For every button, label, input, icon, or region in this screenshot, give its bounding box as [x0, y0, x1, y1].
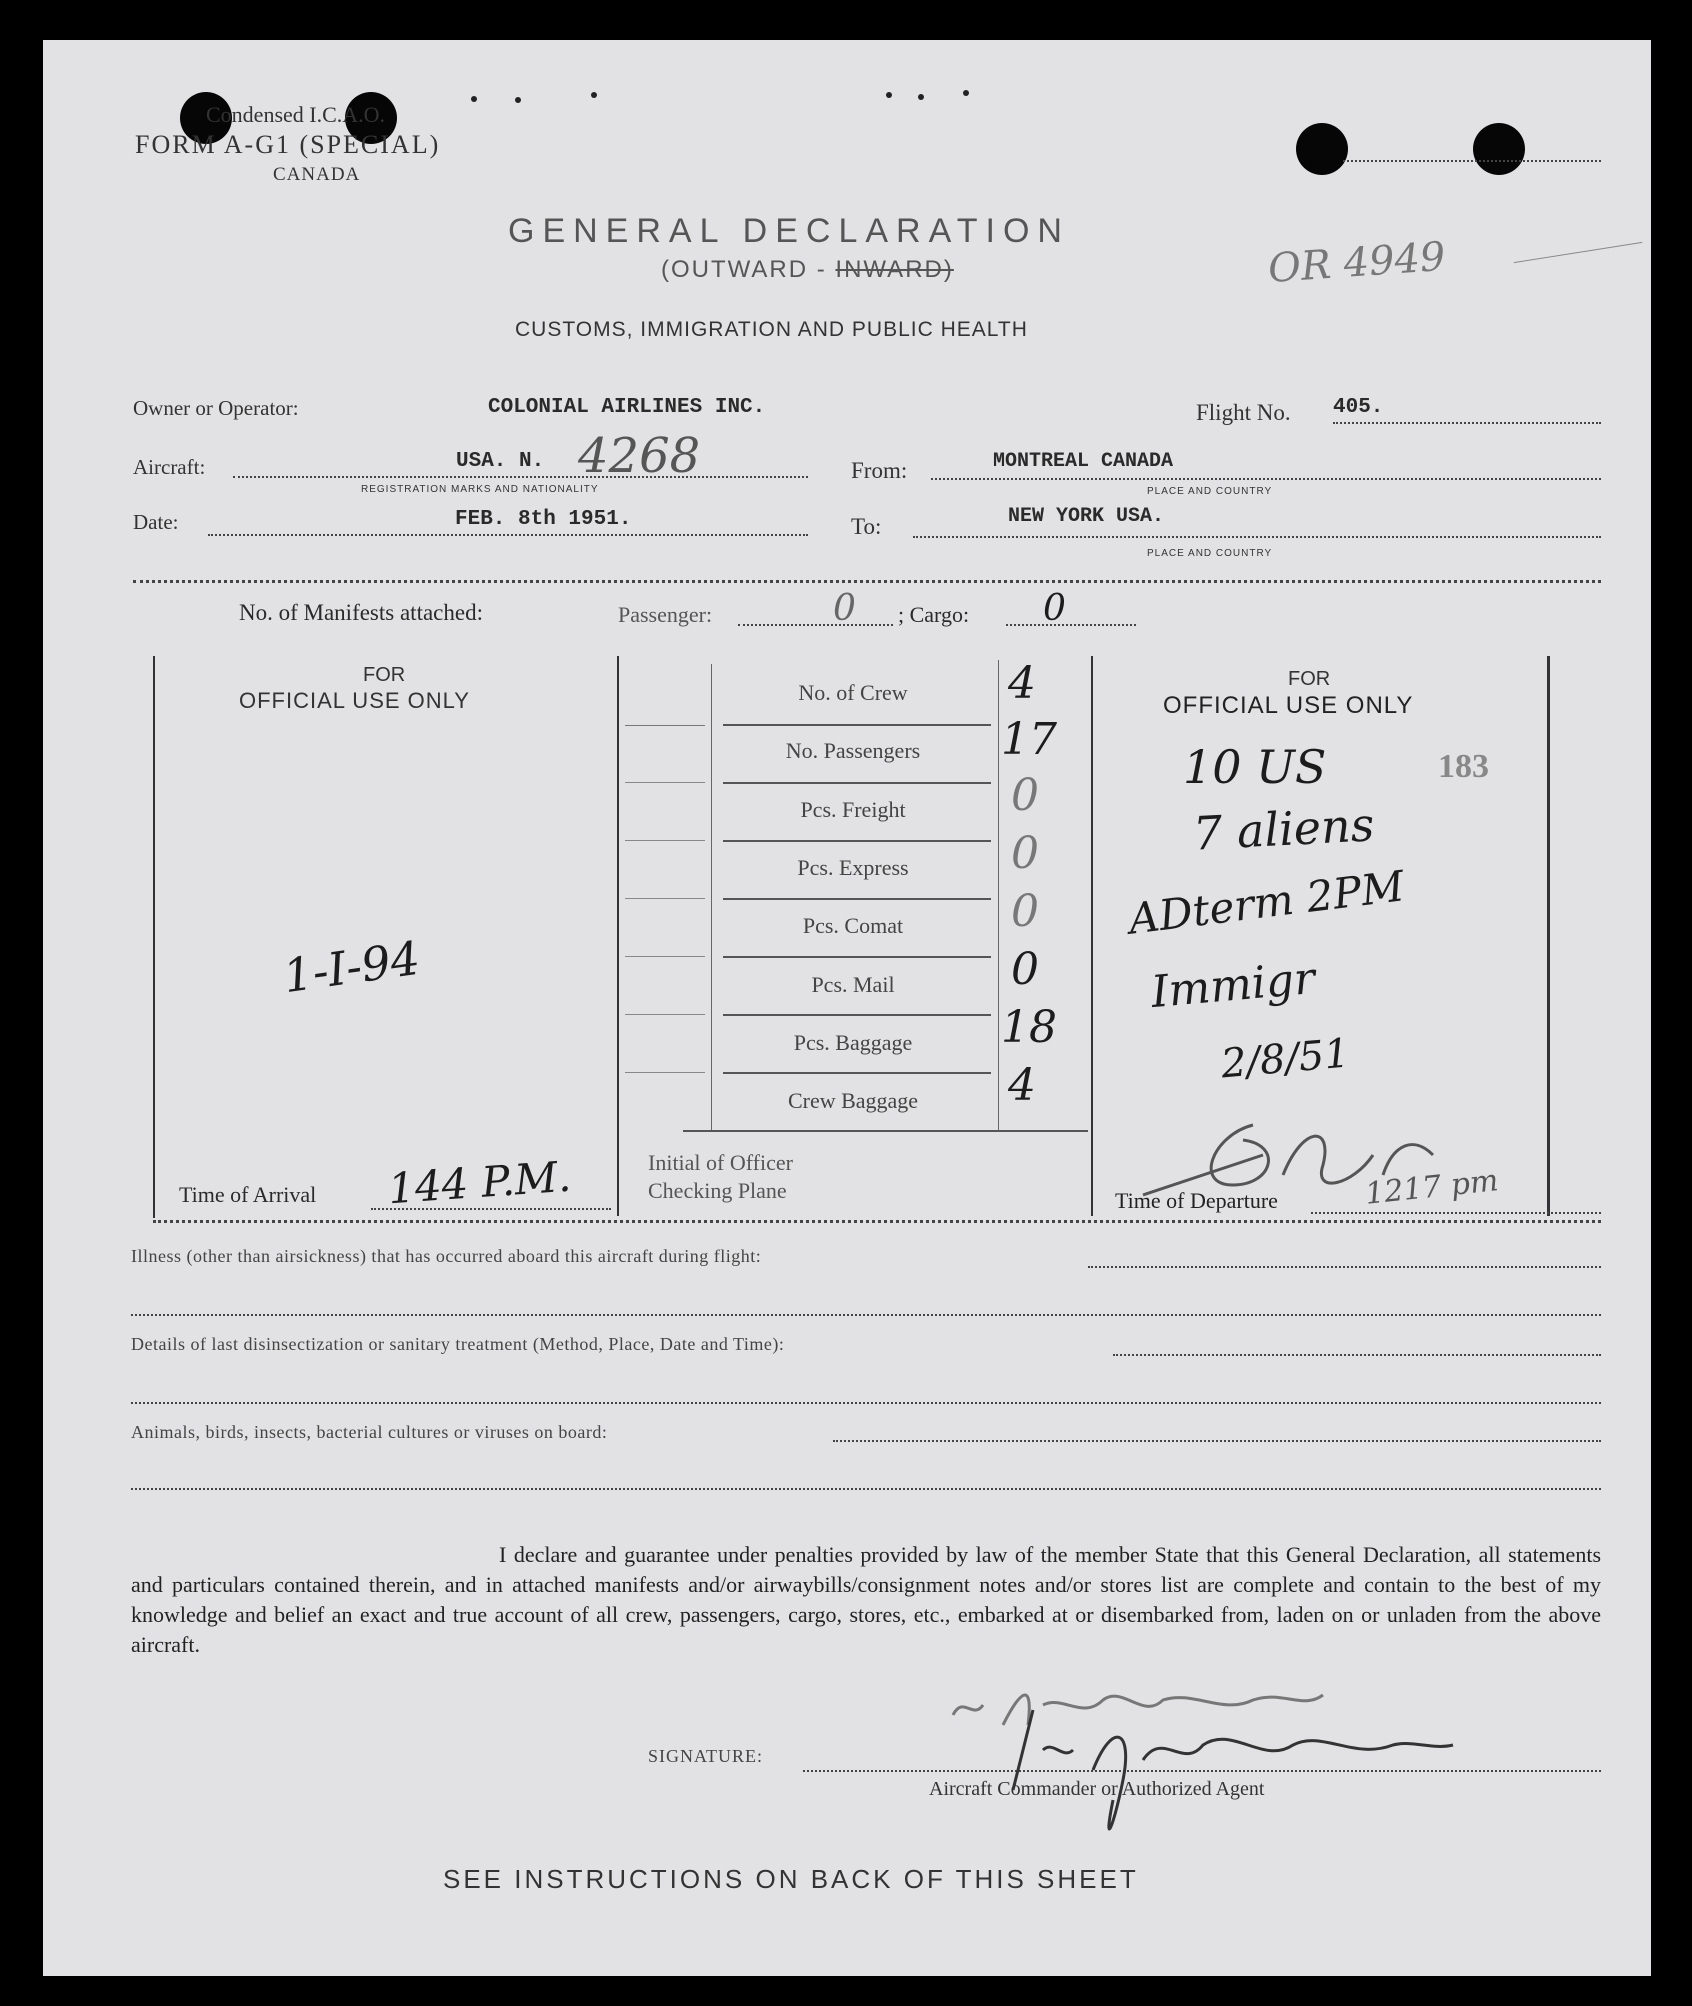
signature-caption: Aircraft Commander or Authorized Agent	[929, 1778, 1265, 1800]
subtitle	[661, 256, 954, 284]
initial-label-2: Checking Plane	[648, 1178, 787, 1203]
row-value-baggage: 18	[1001, 1002, 1057, 1053]
form-code: FORM A-G1 (SPECIAL)	[135, 130, 441, 159]
row-label-passengers: No. Passengers	[785, 738, 921, 763]
top-dotted-line	[1343, 160, 1601, 162]
row-rule	[625, 725, 705, 726]
speck	[918, 94, 924, 100]
form-sheet	[43, 40, 1651, 1976]
departure-label: Time of Departure	[1115, 1188, 1278, 1213]
passenger-value: 0	[833, 588, 856, 629]
box-divider-3	[1091, 656, 1093, 1216]
owner-value: COLONIAL AIRLINES INC.	[488, 396, 766, 419]
right-note-2: 7 aliens	[1191, 797, 1376, 861]
row-rule	[625, 898, 705, 899]
right-stamp: 183	[1438, 748, 1489, 785]
box-divider-1	[617, 656, 619, 1216]
departure-line	[1311, 1212, 1601, 1214]
box-bottom-rule	[153, 1220, 1601, 1223]
aircraft-typed: USA. N.	[456, 450, 545, 473]
flight-value: 405.	[1333, 396, 1384, 419]
row-value-express: 0	[1011, 828, 1039, 879]
right-note-4: Immigr	[1149, 952, 1318, 1019]
speck	[471, 96, 477, 102]
box-left-border	[153, 656, 155, 1218]
arrival-value: 144 P.M.	[386, 1151, 573, 1214]
animals-line-1	[833, 1440, 1601, 1442]
disinsect-question: Details of last disinsectization or sanitary treatment (Method, Place, Date and Time):	[131, 1334, 785, 1354]
page-title: GENERAL DECLARATION	[508, 212, 1070, 250]
passenger-label: Passenger:	[618, 602, 713, 627]
animals-question: Animals, birds, insects, bacterial cultures or viruses on board:	[131, 1422, 608, 1442]
aircraft-handwritten: 4268	[578, 428, 701, 484]
declaration-text: I declare and guarantee under penalties provided by law of the member State that this General Declaration, all statements and particulars contained therein, and in attached manifests and/or airwaybills/consignment notes and/or stores list are complete and contain to the best of my knowledge and belief an exact and true account of all crew, passengers, cargo, stores, etc., embarked at or disembarked from, laden on or unladen from the above aircraft.	[131, 1542, 1601, 1657]
disinsect-line-2	[131, 1402, 1601, 1404]
speck	[515, 97, 521, 103]
to-value: NEW YORK USA.	[1008, 505, 1165, 528]
cargo-label: ; Cargo:	[898, 602, 970, 627]
row-rule	[625, 1072, 705, 1073]
speck	[591, 92, 597, 98]
left-official: OFFICIAL USE ONLY	[239, 688, 470, 713]
cargo-line	[1006, 624, 1136, 626]
to-label: To:	[851, 514, 882, 539]
row-value-comat: 0	[1011, 886, 1039, 937]
illness-question: Illness (other than airsickness) that has occurred aboard this aircraft during flight:	[131, 1246, 762, 1266]
right-for: FOR	[1288, 668, 1331, 690]
row-value-crew: 4	[1008, 658, 1036, 709]
form-country: CANADA	[273, 164, 361, 185]
form-line1: Condensed I.C.A.O.	[206, 102, 386, 127]
signature-label: SIGNATURE:	[648, 1746, 764, 1766]
left-for: FOR	[363, 664, 406, 686]
manifests-label: No. of Manifests attached:	[239, 600, 483, 625]
pencil-stroke	[1514, 242, 1643, 263]
row-rule	[723, 1014, 991, 1016]
aircraft-line	[233, 476, 808, 478]
row-rule	[723, 898, 991, 900]
left-note: 1-I-94	[279, 930, 424, 1004]
right-note-5: 2/8/51	[1219, 1030, 1352, 1088]
row-rule	[723, 840, 991, 842]
row-value-passengers: 17	[1001, 714, 1057, 765]
speck	[886, 92, 892, 98]
aircraft-label: Aircraft:	[133, 455, 206, 479]
registration-caption: REGISTRATION MARKS AND NATIONALITY	[361, 484, 599, 495]
from-line	[931, 478, 1601, 480]
punch-hole	[1296, 123, 1348, 175]
disinsect-line-1	[1113, 1354, 1601, 1356]
animals-line-2	[131, 1488, 1601, 1490]
row-label-freight: Pcs. Freight	[800, 797, 906, 822]
departure-value: 1217 pm	[1363, 1163, 1501, 1212]
right-official: OFFICIAL USE ONLY	[1163, 692, 1414, 719]
subheading: CUSTOMS, IMMIGRATION AND PUBLIC HEALTH	[515, 318, 1028, 341]
row-rule	[625, 782, 705, 783]
date-value: FEB. 8th 1951.	[455, 508, 632, 531]
row-rule	[625, 1014, 705, 1015]
subtitle-inward: INWARD)	[835, 256, 954, 283]
footer-instructions: SEE INSTRUCTIONS ON BACK OF THIS SHEET	[443, 1864, 1139, 1894]
header-rule	[133, 580, 1601, 583]
row-label-baggage: Pcs. Baggage	[793, 1030, 913, 1055]
flight-label: Flight No.	[1196, 400, 1291, 425]
row-rule	[723, 1072, 991, 1074]
row-value-mail: 0	[1011, 944, 1039, 995]
box-divider-2	[711, 664, 712, 1132]
owner-label: Owner or Operator:	[133, 396, 299, 420]
illness-line-2	[131, 1314, 1601, 1316]
row-value-freight: 0	[1011, 770, 1039, 821]
row-rule	[723, 956, 991, 958]
right-note-1: 10 US	[1183, 740, 1327, 794]
row-label-crew-baggage: Crew Baggage	[787, 1088, 919, 1113]
row-rule	[625, 840, 705, 841]
row-rule	[683, 1130, 1088, 1132]
from-label: From:	[851, 458, 908, 483]
row-label-comat: Pcs. Comat	[802, 913, 904, 938]
subtitle-outward: (OUTWARD -	[661, 256, 827, 283]
arrival-label: Time of Arrival	[179, 1182, 317, 1207]
flight-line	[1333, 422, 1601, 424]
box-divider-4	[998, 660, 999, 1130]
row-rule	[723, 724, 991, 726]
cargo-value: 0	[1043, 588, 1066, 629]
place-caption-from: PLACE AND COUNTRY	[1147, 486, 1273, 497]
row-label-express: Pcs. Express	[797, 855, 909, 880]
speck	[963, 90, 969, 96]
row-value-crew-baggage: 4	[1008, 1060, 1036, 1111]
from-value: MONTREAL CANADA	[993, 450, 1174, 473]
row-label-mail: Pcs. Mail	[811, 972, 895, 997]
punch-hole	[1473, 123, 1525, 175]
passenger-line	[738, 624, 893, 626]
row-label-crew: No. of Crew	[798, 680, 908, 705]
row-rule	[723, 782, 991, 784]
box-right-border	[1547, 656, 1550, 1216]
to-line	[913, 536, 1601, 538]
date-label: Date:	[133, 510, 179, 534]
file-number: OR 4949	[1266, 233, 1447, 293]
initial-label-1: Initial of Officer	[648, 1150, 793, 1175]
date-line	[208, 534, 808, 536]
place-caption-to: PLACE AND COUNTRY	[1147, 548, 1273, 559]
illness-line-1	[1088, 1266, 1601, 1268]
row-rule	[625, 956, 705, 957]
right-note-3: ADterm 2PM	[1126, 861, 1407, 944]
